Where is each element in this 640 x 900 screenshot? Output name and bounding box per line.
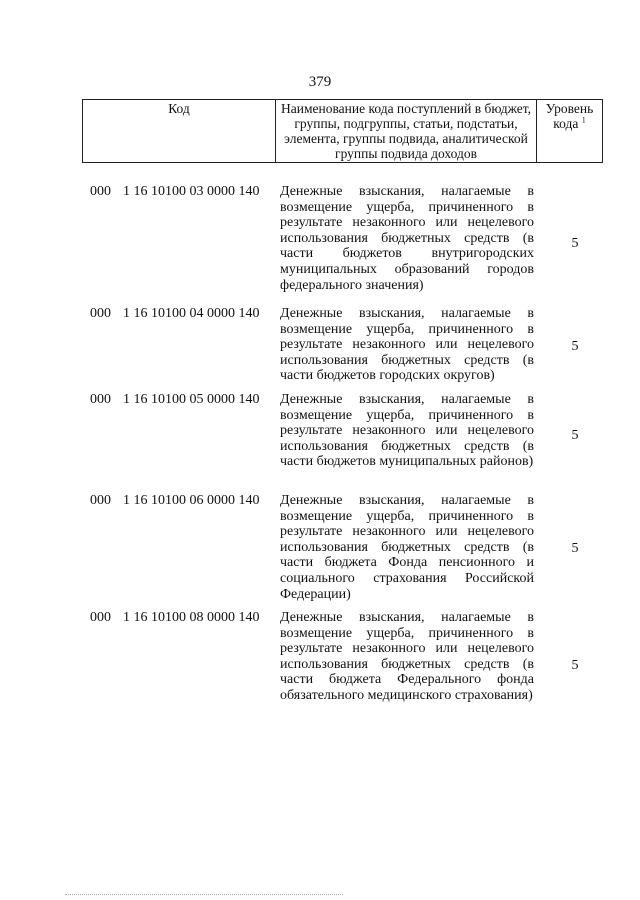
- code-level: 5: [571, 658, 579, 673]
- income-name: Денежные взыскания, налагаемые в возмещение ущерба, причиненного в результате незаконного или нецелевого использования бюджетных средств (в части бюджетов внутригородских муниципальных образований городов федерального значения): [280, 184, 534, 293]
- footnote-marker: 1: [581, 115, 586, 125]
- table-row: [0, 184, 640, 306]
- table-row: [0, 610, 640, 727]
- admin-code: 000: [90, 610, 111, 625]
- table-header: [82, 99, 603, 163]
- column-header-level-label: Уровень кода: [545, 101, 594, 131]
- admin-code: 000: [90, 306, 111, 321]
- table-row: [0, 392, 640, 493]
- income-code: 1 16 10100 06 0000 140: [123, 493, 260, 508]
- code-level: 5: [571, 339, 579, 354]
- table-row: [0, 493, 640, 610]
- admin-code: 000: [90, 493, 111, 508]
- table-row: [0, 306, 640, 392]
- income-name: Денежные взыскания, налагаемые в возмещение ущерба, причиненного в результате незаконного или нецелевого использования бюджетных средств (в части бюджетов городских округов): [280, 306, 534, 384]
- column-header-name: Наименование кода поступлений в бюджет, группы, подгруппы, статьи, подстатьи, элемента, группы подвида, аналитической группы подвида доходов: [276, 100, 537, 163]
- code-level: 5: [571, 428, 579, 443]
- column-header-level: [537, 100, 603, 163]
- code-level: 5: [571, 236, 579, 251]
- income-code: 1 16 10100 08 0000 140: [123, 610, 260, 625]
- income-name: Денежные взыскания, налагаемые в возмещение ущерба, причиненного в результате незаконного или нецелевого использования бюджетных средств (в части бюджета Фонда пенсионного и социального страхования Российской Федерации): [280, 493, 534, 602]
- admin-code: 000: [90, 184, 111, 199]
- income-name: Денежные взыскания, налагаемые в возмещение ущерба, причиненного в результате незаконного или нецелевого использования бюджетных средств (в части бюджета Федерального фонда обязательного медицинского страхования): [280, 610, 534, 703]
- page-number: 379: [308, 74, 332, 90]
- income-code: 1 16 10100 04 0000 140: [123, 306, 260, 321]
- income-name: Денежные взыскания, налагаемые в возмещение ущерба, причиненного в результате незаконного или нецелевого использования бюджетных средств (в части бюджетов муниципальных районов): [280, 392, 534, 470]
- scan-artifact-line: [65, 894, 343, 895]
- code-level: 5: [571, 541, 579, 556]
- income-code: 1 16 10100 05 0000 140: [123, 392, 260, 407]
- admin-code: 000: [90, 392, 111, 407]
- column-header-code: Код: [83, 100, 276, 163]
- income-code: 1 16 10100 03 0000 140: [123, 184, 260, 199]
- table-body: [0, 184, 640, 727]
